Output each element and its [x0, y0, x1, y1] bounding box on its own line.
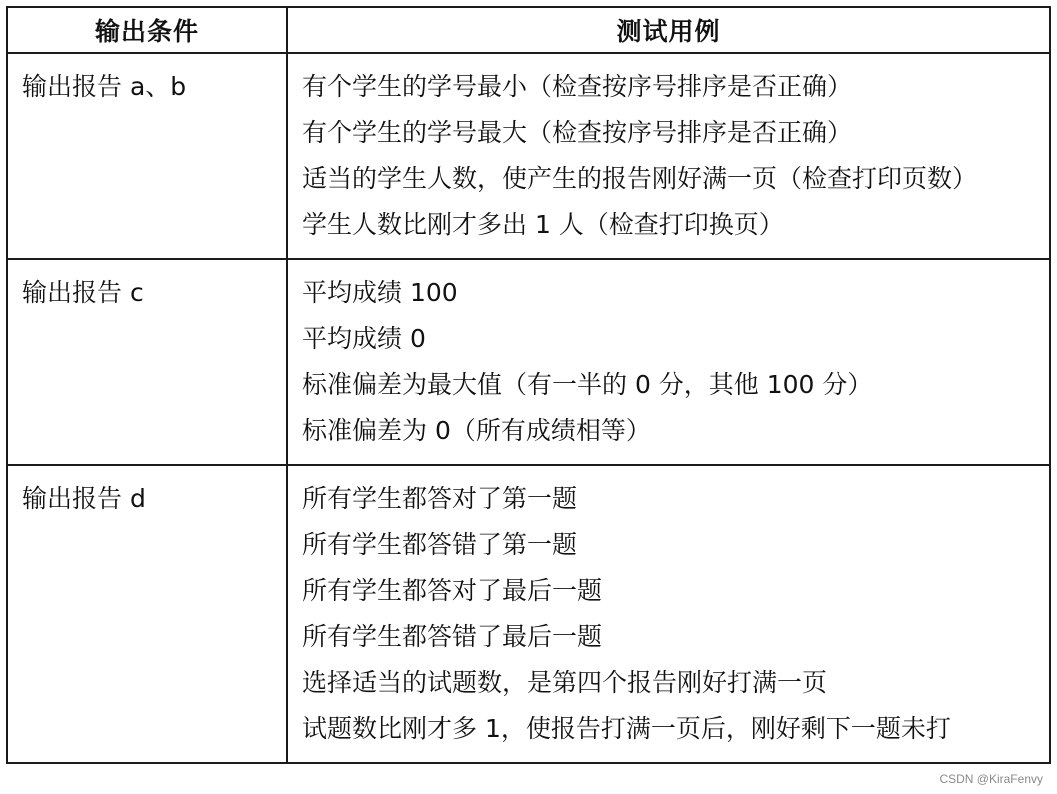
- test-case-item: 试题数比刚才多 1，使报告打满一页后，刚好剩下一题未打: [302, 714, 951, 743]
- test-case-item: 平均成绩 0: [302, 324, 426, 353]
- test-case-item: 所有学生都答对了最后一题: [302, 576, 603, 605]
- table-row: [7, 259, 1050, 465]
- test-case-item: 有个学生的学号最大（检查按序号排序是否正确）: [302, 118, 853, 147]
- test-case-item: 标准偏差为最大值（有一半的 0 分，其他 100 分）: [302, 370, 873, 399]
- test-case-item: 有个学生的学号最小（检查按序号排序是否正确）: [302, 72, 853, 101]
- test-case-item: 适当的学生人数，使产生的报告刚好满一页（检查打印页数）: [302, 164, 978, 193]
- cases-cell: [287, 53, 1050, 259]
- cases-cell: [287, 465, 1050, 763]
- test-case-item: 所有学生都答错了最后一题: [302, 622, 603, 651]
- table-row: [7, 53, 1050, 259]
- header-test-case: 测试用例: [287, 7, 1050, 53]
- watermark: CSDN @KiraFenvy: [939, 772, 1043, 786]
- cases-cell: [287, 259, 1050, 465]
- test-case-item: 所有学生都答错了第一题: [302, 530, 578, 559]
- table-row: [7, 465, 1050, 763]
- test-case-item: 选择适当的试题数，是第四个报告刚好打满一页: [302, 668, 828, 697]
- test-case-table: [6, 6, 1051, 764]
- table-header-row: [7, 7, 1050, 53]
- test-case-item: 标准偏差为 0（所有成绩相等）: [302, 416, 651, 445]
- condition-cell: 输出报告 a、b: [7, 53, 287, 259]
- condition-cell: 输出报告 d: [7, 465, 287, 763]
- test-case-item: 平均成绩 100: [302, 278, 458, 307]
- header-output-condition: 输出条件: [7, 7, 287, 53]
- condition-cell: 输出报告 c: [7, 259, 287, 465]
- test-case-item: 学生人数比刚才多出 1 人（检查打印换页）: [302, 210, 784, 239]
- test-case-item: 所有学生都答对了第一题: [302, 484, 578, 513]
